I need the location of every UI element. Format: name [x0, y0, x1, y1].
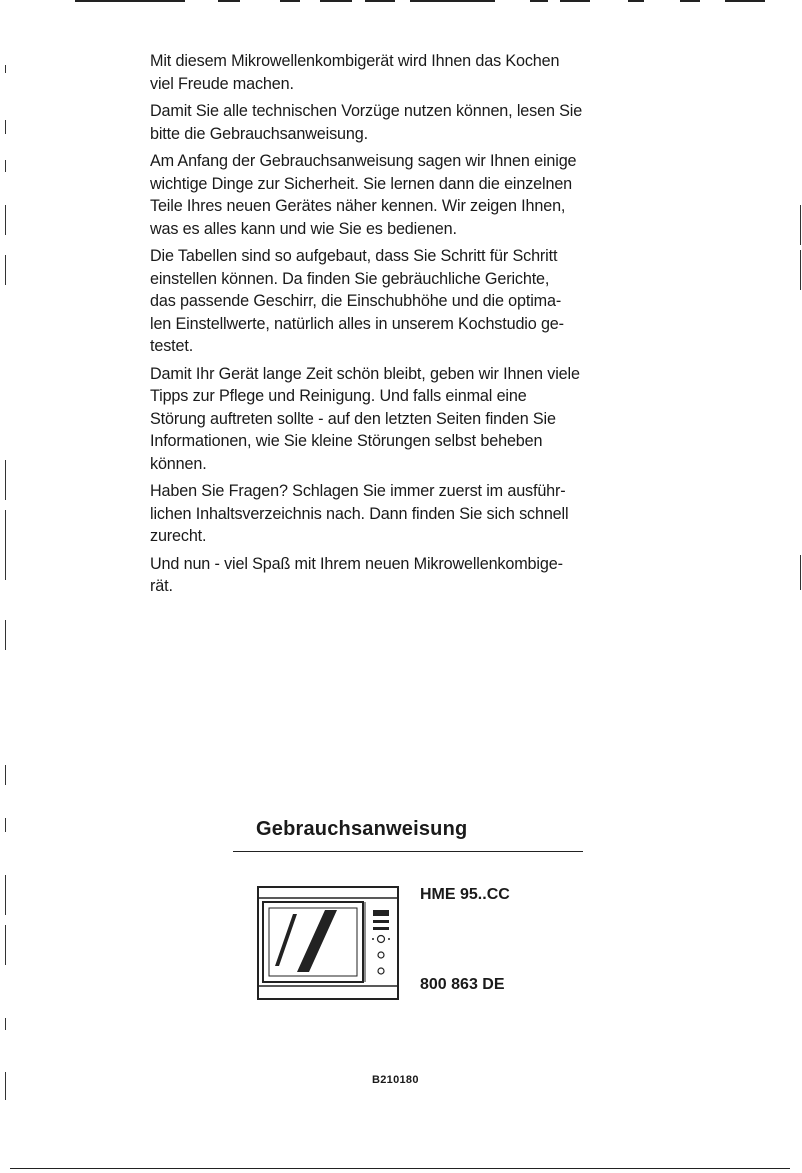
microwave-oven-icon — [257, 886, 399, 1005]
paragraph: Damit Sie alle technischen Vorzüge nutzen können, lesen Sie bitte die Gebrauchsanweisung. — [150, 102, 583, 143]
title-divider — [233, 851, 583, 852]
manual-title: Gebrauchsanweisung — [256, 818, 468, 840]
scan-margin-left — [0, 0, 10, 1173]
print-code: B210180 — [372, 1074, 419, 1086]
article-number: 800 863 DE — [420, 976, 505, 993]
paragraph: Am Anfang der Gebrauchsanweisung sagen wir Ihnen einige wichtige Dinge zur Sicherheit. Sie lernen dann die einzelnen Teile Ihres neuen Gerätes näher kennen. Wir zeigen Ihnen, was es alles kann und wie Sie es bedienen. — [150, 152, 577, 238]
scan-margin-right — [796, 0, 802, 1173]
paragraph: Damit Ihr Gerät lange Zeit schön bleibt, geben wir Ihnen viele Tipps zur Pflege und Reinigung. Und falls einmal eine Störung auftreten sollte - auf den letzten Seiten finden Sie Informationen, wie Sie kleine Störungen selbst beheben können. — [150, 364, 580, 473]
paragraph: Und nun - viel Spaß mit Ihrem neuen Mikrowellenkombige- rät. — [150, 554, 563, 595]
scan-edge-bottom — [0, 1168, 802, 1171]
introduction-text — [150, 50, 670, 603]
model-number: HME 95..CC — [420, 886, 510, 903]
paragraph: Die Tabellen sind so aufgebaut, dass Sie Schritt für Schritt einstellen können. Da finden Sie gebräuchliche Gerichte, das passende Geschirr, die Einschubhöhe und die optima- len Einstellwerte, natürlich alles in unserem Kochstudio ge- testet. — [150, 247, 564, 355]
paragraph: Haben Sie Fragen? Schlagen Sie immer zuerst im ausführ- lichen Inhaltsverzeichnis nach. Dann finden Sie sich schnell zurecht. — [150, 482, 569, 545]
paragraph: Mit diesem Mikrowellenkombigerät wird Ihnen das Kochen viel Freude machen. — [150, 52, 560, 93]
scan-edge-top — [0, 0, 802, 3]
